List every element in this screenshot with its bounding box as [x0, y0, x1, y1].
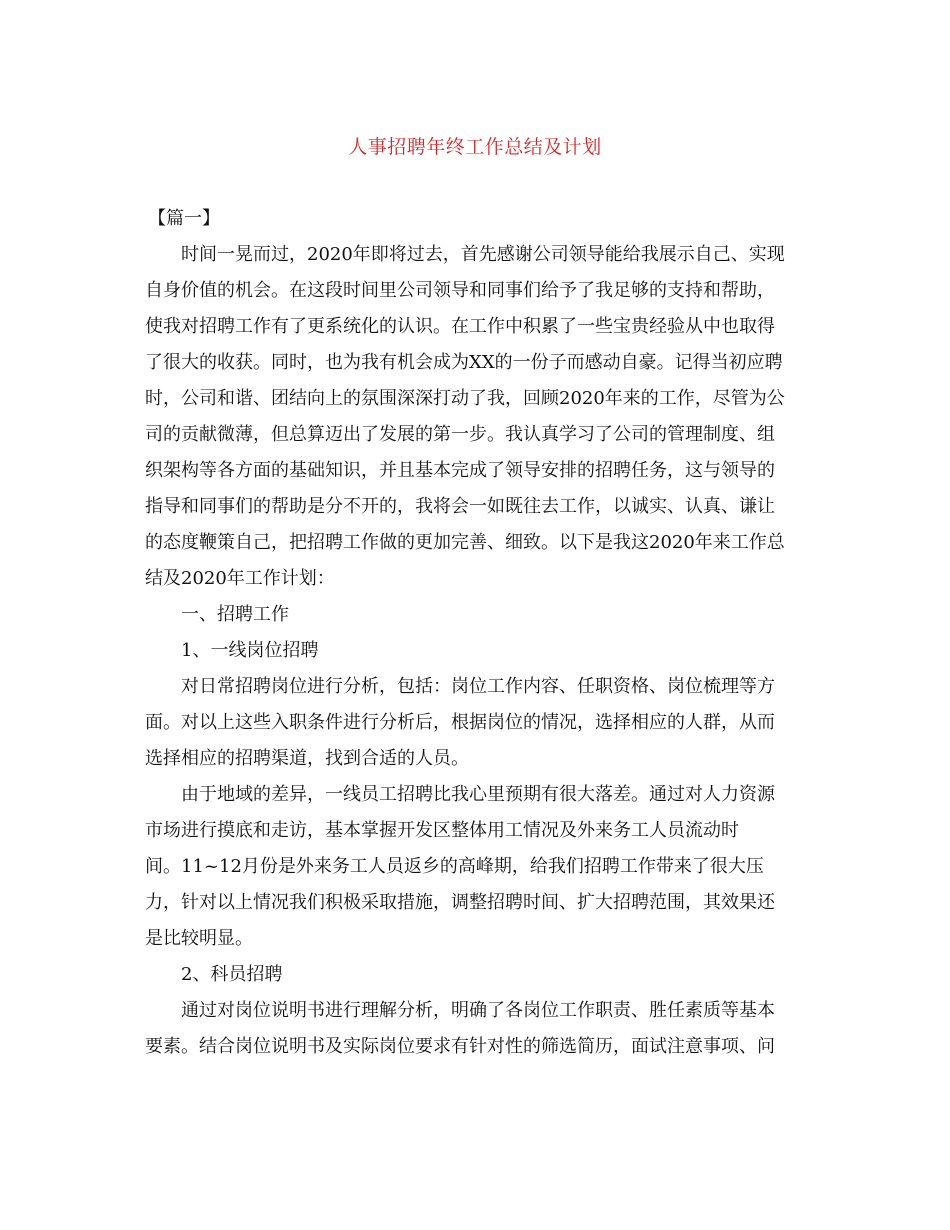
text-line: 要素。结合岗位说明书及实际岗位要求有针对性的筛选简历，面试注意事项、问	[145, 1036, 775, 1057]
text-line: 通过对岗位说明书进行理解分析，明确了各岗位工作职责、胜任素质等基本	[181, 1000, 775, 1021]
document-body	[145, 201, 807, 1065]
text-line: 力，针对以上情况我们积极采取措施，调整招聘时间、扩大招聘范围，其效果还	[145, 892, 775, 913]
section-label: 【篇一】	[148, 208, 220, 229]
text-line: 自身价值的机会。在这段时间里公司领导和同事们给予了我足够的支持和帮助，	[145, 280, 775, 301]
text-line: 指导和同事们的帮助是分不开的，我将会一如既往去工作，以诚实、认真、谦让	[145, 496, 775, 517]
text-line: 一、招聘工作	[181, 604, 289, 625]
text-line: 由于地域的差异，一线员工招聘比我心里预期有很大落差。通过对人力资源	[181, 784, 775, 805]
text-line: 面。对以上这些入职条件进行分析后，根据岗位的情况，选择相应的人群，从而	[145, 712, 775, 733]
document-title: 人事招聘年终工作总结及计划	[348, 136, 602, 158]
text-line: 了很大的收获。同时，也为我有机会成为XX的一份子而感动自豪。记得当初应聘	[145, 352, 783, 373]
text-line: 1、一线岗位招聘	[181, 640, 319, 661]
text-line: 选择相应的招聘渠道，找到合适的人员。	[145, 748, 469, 769]
text-line: 时间一晃而过，2020年即将过去，首先感谢公司领导能给我展示自己、实现	[181, 244, 785, 265]
text-line: 2、科员招聘	[181, 964, 283, 985]
text-line: 间。11~12月份是外来务工人员返乡的高峰期，给我们招聘工作带来了很大压	[145, 856, 764, 877]
text-line: 时，公司和谐、团结向上的氛围深深打动了我，回顾2020年来的工作，尽管为公	[145, 388, 785, 409]
text-line: 是比较明显。	[145, 928, 253, 949]
text-line: 使我对招聘工作有了更系统化的认识。在工作中积累了一些宝贵经验从中也取得	[145, 316, 775, 337]
text-line: 织架构等各方面的基础知识，并且基本完成了领导安排的招聘任务，这与领导的	[145, 460, 775, 481]
paragraph-lines	[145, 237, 807, 1065]
text-line: 司的贡献微薄，但总算迈出了发展的第一步。我认真学习了公司的管理制度、组	[145, 424, 775, 445]
text-line: 的态度鞭策自己，把招聘工作做的更加完善、细致。以下是我这2020年来工作总	[145, 532, 785, 553]
text-line: 市场进行摸底和走访，基本掌握开发区整体用工情况及外来务工人员流动时	[145, 820, 739, 841]
text-line: 结及2020年工作计划：	[145, 568, 335, 589]
text-line: 对日常招聘岗位进行分析，包括：岗位工作内容、任职资格、岗位梳理等方	[181, 676, 775, 697]
